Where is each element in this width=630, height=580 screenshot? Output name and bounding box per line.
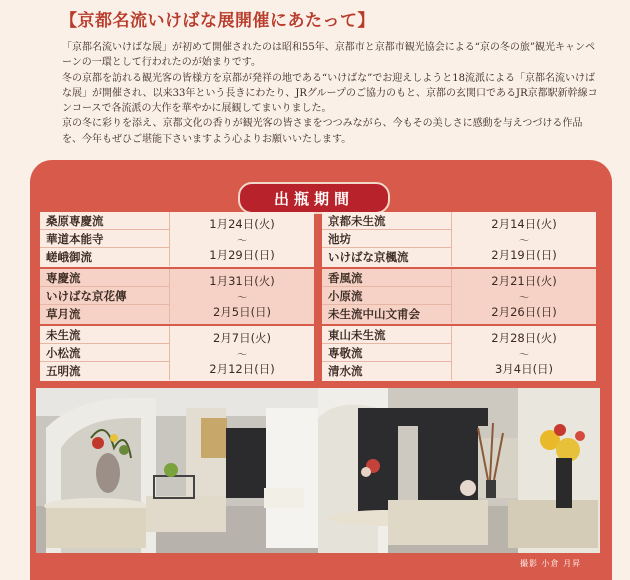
school-name: 池坊	[322, 230, 452, 248]
start-date: 1月24日(火)	[209, 217, 275, 231]
school-name: 五明流	[40, 362, 170, 380]
school-name: 桑原専慶流	[40, 212, 170, 230]
school-name: 清水流	[322, 362, 452, 380]
school-name: いけばな京花傳	[40, 287, 170, 305]
photo-credit: 撮影 小倉 月昇	[520, 559, 582, 568]
page-title: 【京都名流いけばな展開催にあたって】	[60, 11, 375, 31]
school-name: 専敬流	[322, 344, 452, 362]
schedule-group	[322, 267, 596, 324]
end-date: 2月26日(日)	[491, 305, 557, 319]
school-name: 京都未生流	[322, 212, 452, 230]
school-name: 香風流	[322, 269, 452, 287]
schedule-left-column	[40, 212, 314, 381]
range-tilde: 〜	[519, 236, 529, 247]
range-tilde: 〜	[519, 293, 529, 304]
start-date: 2月28日(火)	[491, 331, 557, 345]
intro-paragraph: 京の冬に彩りを添え、京都文化の香りが観光客の皆さまをつつみながら、今もその美しさに感動を与えつづける作品を、今年もぜひご堪能下さいますよう心よりお願いいたします。	[62, 118, 583, 145]
schedule-group	[322, 212, 596, 267]
end-date: 1月29日(日)	[209, 248, 275, 262]
school-name: 東山未生流	[322, 326, 452, 344]
end-date: 3月4日(日)	[494, 362, 554, 376]
start-date: 2月7日(火)	[212, 331, 272, 345]
school-name: 未生流	[40, 326, 170, 344]
schedule-group	[40, 267, 314, 324]
school-name: 小松流	[40, 344, 170, 362]
start-date: 1月31日(火)	[209, 274, 275, 288]
school-name: 未生流中山文甫会	[322, 305, 452, 323]
schedule-group	[40, 212, 314, 267]
start-date: 2月21日(火)	[491, 274, 557, 288]
end-date: 2月5日(日)	[212, 305, 272, 319]
range-tilde: 〜	[237, 350, 247, 361]
intro-paragraph: 「京都名流いけばな展」が初めて開催されたのは昭和55年、京都市と京都市観光協会による“京の冬の旅”観光キャンペーンの一環として行われたのが始まりです。	[62, 42, 595, 69]
school-name: 専慶流	[40, 269, 170, 287]
schedule-heading: 出瓶期間	[238, 182, 390, 214]
school-name: 小原流	[322, 287, 452, 305]
range-tilde: 〜	[237, 293, 247, 304]
schedule-group	[322, 324, 596, 381]
range-tilde: 〜	[237, 236, 247, 247]
exhibition-photo	[36, 388, 318, 553]
intro-text	[62, 40, 602, 147]
school-name: 華道本能寺	[40, 230, 170, 248]
intro-paragraph: 冬の京都を訪れる観光客の皆様方を京都が発祥の地である“いけばな”でお迎えしようと18流派による「京都名流いけばな展」が開催され、以来33年という長きにわたり、JRグループのご協力のもと、京都の玄関口であるJR京都駅新幹線コンコースで各流派の大作を華やかに展観してまいりました。	[62, 72, 598, 115]
start-date: 2月14日(火)	[491, 217, 557, 231]
range-tilde: 〜	[519, 350, 529, 361]
schedule-right-column	[322, 212, 596, 381]
end-date: 2月12日(日)	[209, 362, 275, 376]
school-name: 草月流	[40, 305, 170, 323]
school-name: いけばな京楓流	[322, 248, 452, 266]
school-name: 嵯峨御流	[40, 248, 170, 266]
exhibition-photo	[318, 388, 600, 553]
schedule-group	[40, 324, 314, 381]
end-date: 2月19日(日)	[491, 248, 557, 262]
